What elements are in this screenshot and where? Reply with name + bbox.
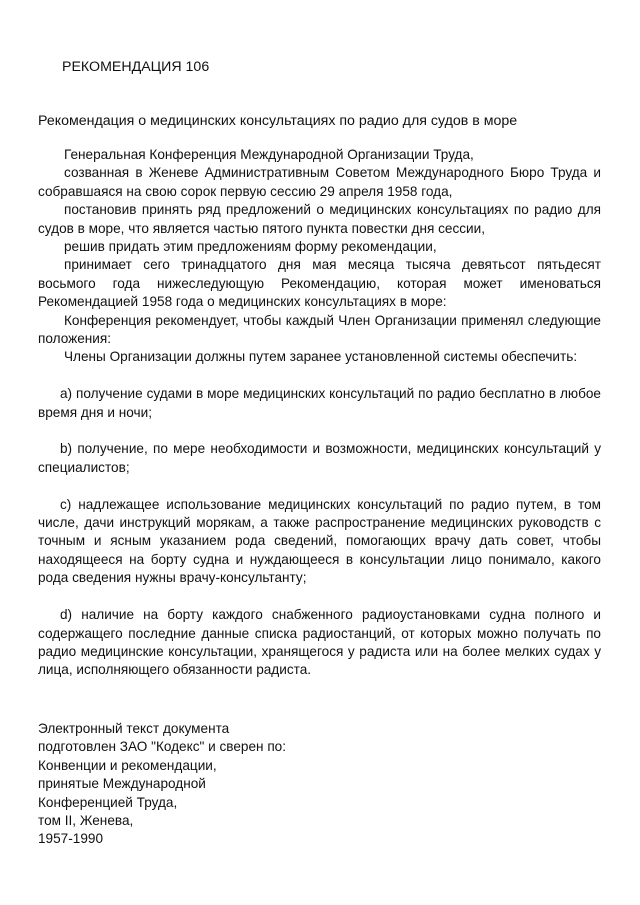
footer-line: Конвенции и рекомендации, — [38, 757, 217, 773]
footer-line: Электронный текст документа — [38, 721, 230, 736]
document-heading: РЕКОМЕНДАЦИЯ 106 — [62, 59, 210, 75]
preamble-paragraph: Члены Организации должны путем заранее установленной системы обеспечить: — [64, 349, 578, 365]
preamble-paragraph: Конференция рекомендует, чтобы каждый Член Организации применял следующие положения: — [38, 312, 601, 347]
preamble-paragraph: постановив принять ряд предложений о медицинских консультациях по радио для судов в море, что является частью пятого пункта повестки дня сессии, — [38, 202, 601, 236]
preamble-paragraph: решив придать этим предложениям форму рекомендации, — [64, 239, 437, 255]
list-item: a) получение судами в море медицинских консультаций по радио бесплатно в любое время дня и ночи; — [38, 386, 601, 420]
document-body — [38, 146, 601, 680]
spacer — [38, 477, 601, 495]
footer-line: том II, Женева, — [38, 813, 134, 829]
spacer — [38, 367, 601, 385]
preamble-paragraph: принимает сего тринадцатого дня мая месяца тысяча девятьсот пятьдесят восьмого года нижеследующую Рекомендацию, которая может именоваться Рекомендацией 1958 года о медицинских консультациях в море: — [38, 257, 601, 310]
footer-line: принятые Международной — [38, 776, 206, 792]
spacer — [38, 422, 601, 440]
preamble-paragraph: Генеральная Конференция Международной Организации Труда, — [64, 147, 474, 162]
preamble-paragraph: созванная в Женеве Административным Советом Международного Бюро Труда и собравшаяся на свою сорок первую сессию 29 апреля 1958 года, — [38, 165, 601, 199]
footer-line: 1957-1990 — [38, 831, 104, 847]
document-footer — [38, 720, 286, 849]
list-item: c) надлежащее использование медицинских консультаций по радио путем, в том числе, дачи инструкций морякам, а также распространение медицинских руководств с точным и ясным указанием рода сведений, помогающих врачу дать совет, чтобы находящееся на борту судна и нуждающееся в консультации лицо понимало, какого рода сведения нужны врачу-консультанту; — [38, 496, 601, 586]
footer-line: подготовлен ЗАО "Кодекс" и сверен по: — [38, 739, 287, 755]
document-page — [38, 0, 601, 905]
list-item: b) получение, по мере необходимости и возможности, медицинских консультаций у специалистов; — [38, 441, 601, 475]
footer-line: Конференцией Труда, — [38, 794, 178, 810]
document-title: Рекомендация о медицинских консультациях по радио для судов в море — [38, 113, 518, 129]
list-item: d) наличие на борту каждого снабженного радиоустановками судна полного и содержащего последние данные списка радиостанций, от которых можно получать по радио медицинские консультации, хранящегося у радиста или на более мелких судах у лица, исполняющего обязанности радиста. — [38, 607, 601, 678]
spacer — [38, 588, 601, 606]
